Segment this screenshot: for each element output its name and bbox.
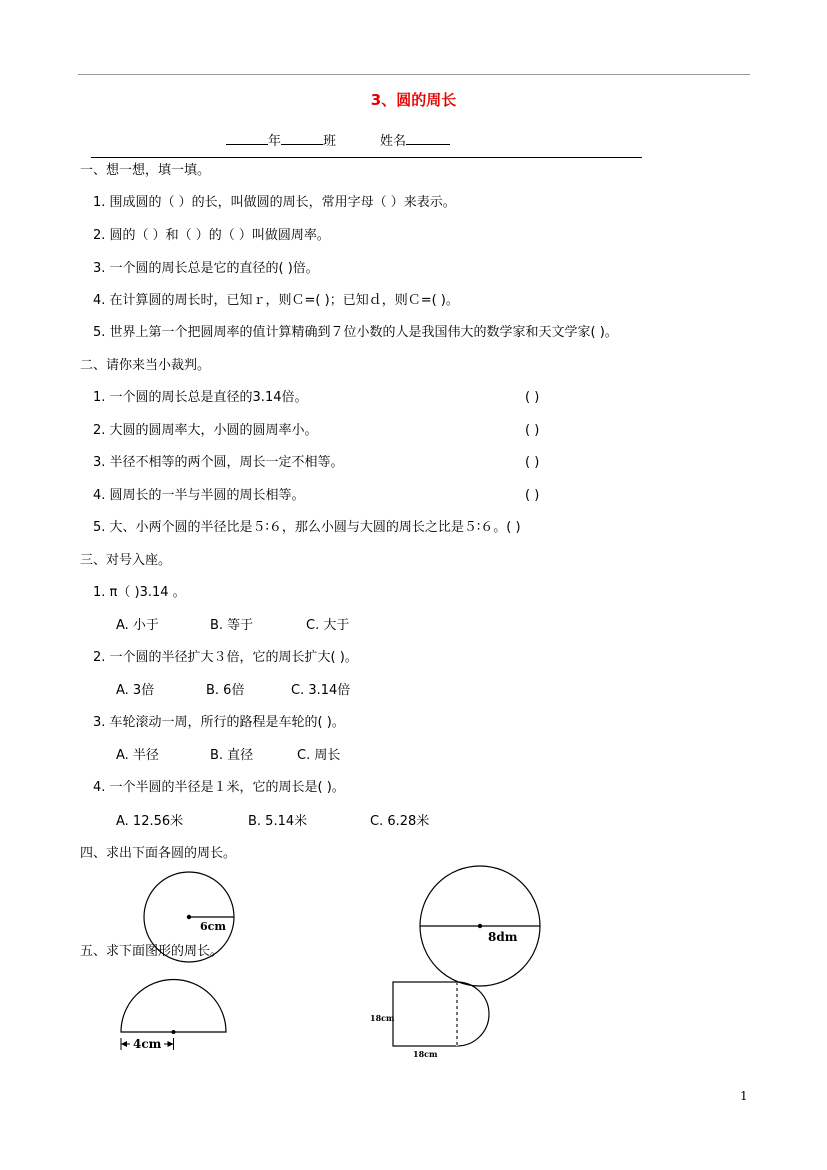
- semicircle-label: 4cm: [133, 1037, 162, 1051]
- s2-q3: 3. 半径不相等的两个圆，周长一定不相等。: [93, 455, 344, 470]
- s3-q2: 2. 一个圆的半径扩大３倍，它的周长扩大( )。: [93, 650, 358, 665]
- s3-q3: 3. 车轮滚动一周，所行的路程是车轮的( )。: [93, 715, 345, 730]
- semicircle-arrow-right: [168, 1041, 174, 1047]
- s3-q2-option-c[interactable]: C. 3.14倍: [291, 683, 351, 698]
- s1-q2: 2. 圆的（ ）和（ ）的（ ）叫做圆周率。: [93, 228, 330, 243]
- s2-q2-mark[interactable]: ( ): [525, 423, 540, 438]
- s1-q3: 3. 一个圆的周长总是它的直径的( )倍。: [93, 261, 319, 276]
- section-4-heading: 四、求出下面各圆的周长。: [80, 846, 237, 861]
- semicircle: [121, 980, 226, 1032]
- large-circle-figure: [420, 866, 540, 986]
- grade-label: 年: [268, 134, 282, 149]
- s2-q4: 4. 圆周长的一半与半圆的周长相等。: [93, 488, 305, 503]
- s3-q1-option-a[interactable]: A. 小于: [116, 618, 159, 633]
- square-bottom-label: 18cm: [413, 1049, 438, 1059]
- page-title: 3、圆的周长: [370, 91, 457, 109]
- section-3-heading: 三、对号入座。: [80, 553, 172, 568]
- section-2-heading: 二、请你来当小裁判。: [80, 358, 211, 373]
- s3-q4: 4. 一个半圆的半径是１米，它的周长是( )。: [93, 780, 345, 795]
- small-circle-label: 6cm: [200, 920, 226, 933]
- page-number: 1: [740, 1089, 748, 1103]
- section-5-heading: 五、求下面图形的周长。: [80, 944, 224, 959]
- s3-q4-option-c[interactable]: C. 6.28米: [370, 814, 430, 829]
- s3-q3-option-b[interactable]: B. 直径: [210, 748, 254, 763]
- s3-q2-option-a[interactable]: A. 3倍: [116, 683, 155, 698]
- s3-q4-option-a[interactable]: A. 12.56米: [116, 814, 184, 829]
- semicircle-figure: [121, 980, 226, 1051]
- large-circle-center: [478, 924, 482, 928]
- s2-q2: 2. 大圆的圆周率大，小圆的圆周率小。: [93, 423, 318, 438]
- s3-q1: 1. π（ )3.14 。: [93, 585, 186, 600]
- s1-q4: 4. 在计算圆的周长时，已知ｒ，则Ｃ=( )；已知ｄ，则Ｃ=( )。: [93, 293, 459, 308]
- s3-q3-option-c[interactable]: C. 周长: [297, 748, 341, 763]
- s3-q3-option-a[interactable]: A. 半径: [116, 748, 159, 763]
- class-label: 班: [323, 134, 337, 149]
- large-circle-label: 8dm: [488, 930, 518, 944]
- s3-q1-option-b[interactable]: B. 等于: [210, 618, 254, 633]
- s3-q2-option-b[interactable]: B. 6倍: [206, 683, 245, 698]
- s2-q5: 5. 大、小两个圆的半径比是５∶６，那么小圆与大圆的周长之比是５∶６。( ): [93, 520, 521, 535]
- s2-q1-mark[interactable]: ( ): [525, 390, 540, 405]
- s3-q1-option-c[interactable]: C. 大于: [306, 618, 350, 633]
- name-label: 姓名: [380, 134, 407, 149]
- s2-q3-mark[interactable]: ( ): [525, 455, 540, 470]
- section-1-heading: 一、想一想，填一填。: [80, 163, 211, 178]
- s1-q1: 1. 围成圆的（ ）的长，叫做圆的周长，常用字母（ ）来表示。: [93, 195, 456, 210]
- small-circle-figure: [144, 872, 234, 962]
- s3-q4-option-b[interactable]: B. 5.14米: [248, 814, 308, 829]
- square-semicircle-figure: [370, 982, 489, 1059]
- square-side-label: 18cm: [370, 1013, 395, 1023]
- attached-semicircle: [457, 982, 489, 1046]
- semicircle-center: [172, 1030, 176, 1034]
- s1-q5: 5. 世界上第一个把圆周率的值计算精确到７位小数的人是我国伟大的数学家和天文学家( )。: [93, 325, 618, 340]
- s2-q4-mark[interactable]: ( ): [525, 488, 540, 503]
- small-circle-center: [187, 915, 191, 919]
- square: [393, 982, 457, 1046]
- s2-q1: 1. 一个圆的周长总是直径的3.14倍。: [93, 390, 308, 405]
- semicircle-arrow-left: [121, 1041, 127, 1047]
